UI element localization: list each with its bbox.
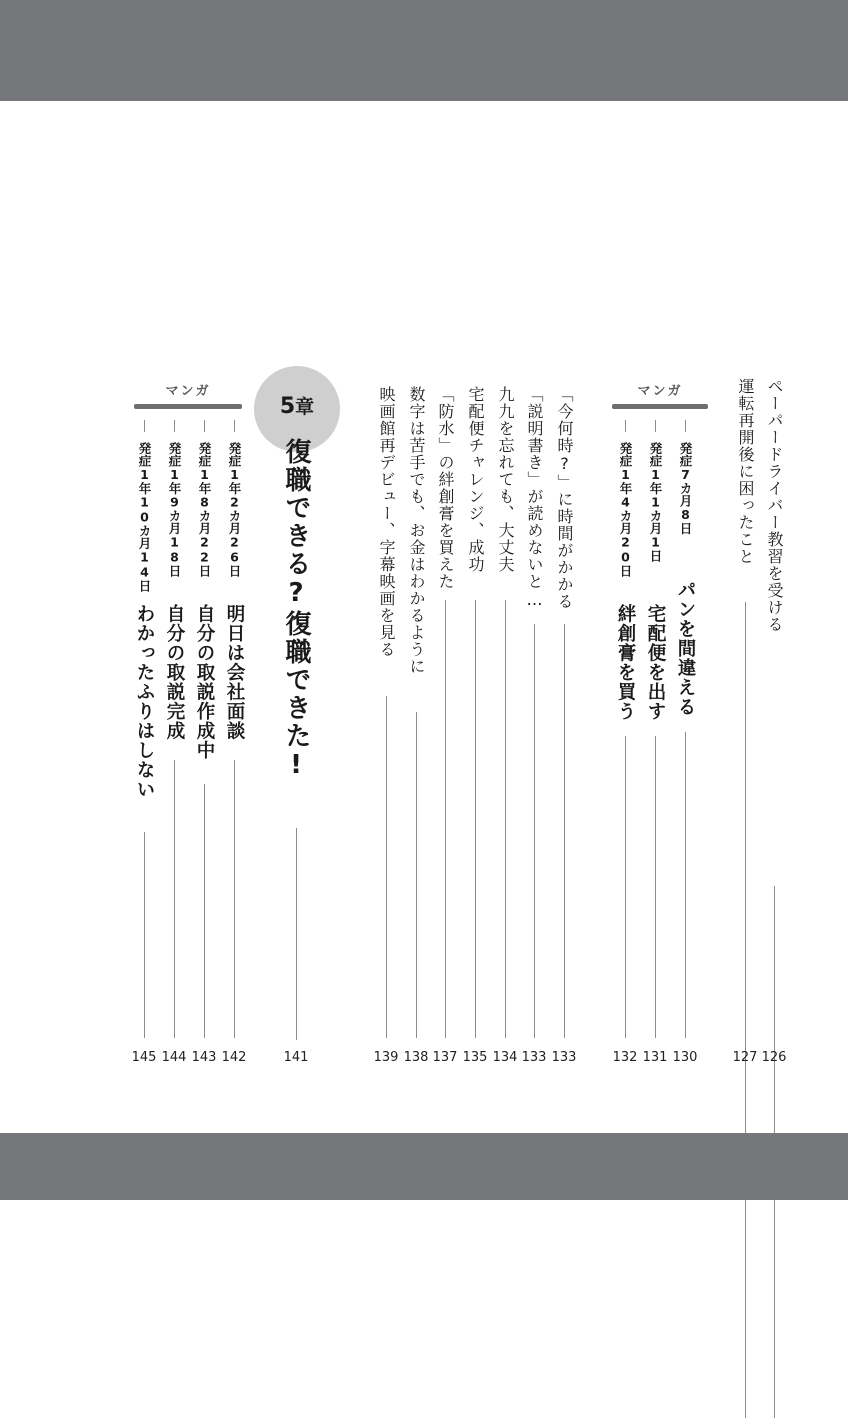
manga-label: マンガ (165, 384, 211, 399)
header-tick (625, 420, 626, 432)
toc-entry[interactable] (375, 386, 397, 1066)
entry-date: 発症1年2カ月26日 (227, 442, 242, 577)
chapter-entry[interactable] (279, 438, 313, 1066)
header-tick (204, 420, 205, 432)
page-number: 145 (131, 1050, 157, 1065)
manga-entry[interactable] (193, 420, 215, 1066)
leader-line (505, 600, 506, 1038)
chapter-number: 5章 (279, 394, 315, 419)
leader-line (564, 624, 565, 1038)
manga-entry[interactable] (674, 420, 696, 1066)
page-number: 137 (432, 1050, 458, 1065)
manga-header-bar (134, 404, 242, 409)
toc-entry[interactable] (553, 386, 575, 1066)
leader-line (445, 600, 446, 1038)
entry-title: 数字は苦手でも、お金はわかるように (407, 386, 426, 675)
leader-line (475, 600, 476, 1038)
page-number: 142 (221, 1050, 247, 1065)
page-number: 127 (732, 1050, 758, 1065)
leader-line (386, 696, 387, 1038)
leader-line (685, 732, 686, 1038)
page-number: 130 (672, 1050, 698, 1065)
header-tick (685, 420, 686, 432)
page-number: 132 (612, 1050, 638, 1065)
entry-title: 映画館再デビュー、字幕映画を見る (377, 386, 396, 658)
entry-title: 九九を忘れても、大丈夫 (496, 386, 515, 573)
leader-line (204, 784, 205, 1038)
manga-entry[interactable] (644, 420, 666, 1066)
toc-entry[interactable] (405, 386, 427, 1066)
toc-entry[interactable] (763, 378, 785, 1066)
header-tick (655, 420, 656, 432)
top-gray-band (0, 0, 848, 101)
leader-line (655, 736, 656, 1038)
manga-entry[interactable] (133, 420, 155, 1066)
manga-entry[interactable] (614, 420, 636, 1066)
entry-title: 自分の取説完成 (164, 604, 185, 741)
leader-line (534, 624, 535, 1038)
leader-line (296, 828, 297, 1040)
page-number: 131 (642, 1050, 668, 1065)
leader-line (174, 760, 175, 1038)
leader-line (625, 736, 626, 1038)
entry-title: 「今何時?」に時間がかかる (555, 386, 574, 610)
entry-date: 発症1年10カ月14日 (137, 442, 152, 592)
entry-title: 「防水」の絆創膏を買えた (436, 386, 455, 590)
page-number: 133 (521, 1050, 547, 1065)
toc-entry[interactable] (464, 386, 486, 1066)
chapter-title: 復職できる?復職できた! (281, 438, 311, 782)
entry-title: 絆創膏を買う (615, 604, 636, 721)
entry-title: 宅配便チャレンジ、成功 (466, 386, 485, 573)
entry-date: 発症1年4カ月20日 (618, 442, 633, 577)
page-number: 135 (462, 1050, 488, 1065)
toc-entry[interactable] (494, 386, 516, 1066)
page-number: 141 (283, 1050, 309, 1065)
leader-line (745, 602, 746, 1418)
leader-line (234, 760, 235, 1038)
toc-entry[interactable] (734, 378, 756, 1066)
page-number: 139 (373, 1050, 399, 1065)
entry-title: わかったふりはしない (134, 604, 155, 799)
entry-date: 発症1年9カ月18日 (167, 442, 182, 577)
bottom-gray-band (0, 1133, 848, 1200)
manga-label: マンガ (637, 384, 683, 399)
entry-title: 明日は会社面談 (224, 604, 245, 741)
entry-title: 運転再開後に困ったこと (736, 378, 755, 565)
entry-date: 発症7カ月8日 (678, 442, 693, 535)
page-number: 144 (161, 1050, 187, 1065)
page-number: 126 (761, 1050, 787, 1065)
page-number: 134 (492, 1050, 518, 1065)
manga-entry[interactable] (163, 420, 185, 1066)
toc-entry[interactable] (523, 386, 545, 1066)
toc-entry[interactable] (434, 386, 456, 1066)
header-tick (144, 420, 145, 432)
page-number: 133 (551, 1050, 577, 1065)
entry-title: ペーパードライバー教習を受ける (765, 378, 784, 633)
page-number: 143 (191, 1050, 217, 1065)
leader-line (416, 712, 417, 1038)
entry-title: 宅配便を出す (645, 604, 666, 721)
entry-title: 自分の取説作成中 (194, 604, 215, 760)
entry-title: 「説明書き」が読めないと… (525, 386, 544, 610)
entry-title: パンを間違える (675, 580, 696, 717)
header-tick (174, 420, 175, 432)
header-tick (234, 420, 235, 432)
entry-date: 発症1年8カ月22日 (197, 442, 212, 577)
entry-date: 発症1年1カ月1日 (648, 442, 663, 562)
manga-header-bar (612, 404, 708, 409)
leader-line (144, 832, 145, 1038)
manga-entry[interactable] (223, 420, 245, 1066)
page-number: 138 (403, 1050, 429, 1065)
